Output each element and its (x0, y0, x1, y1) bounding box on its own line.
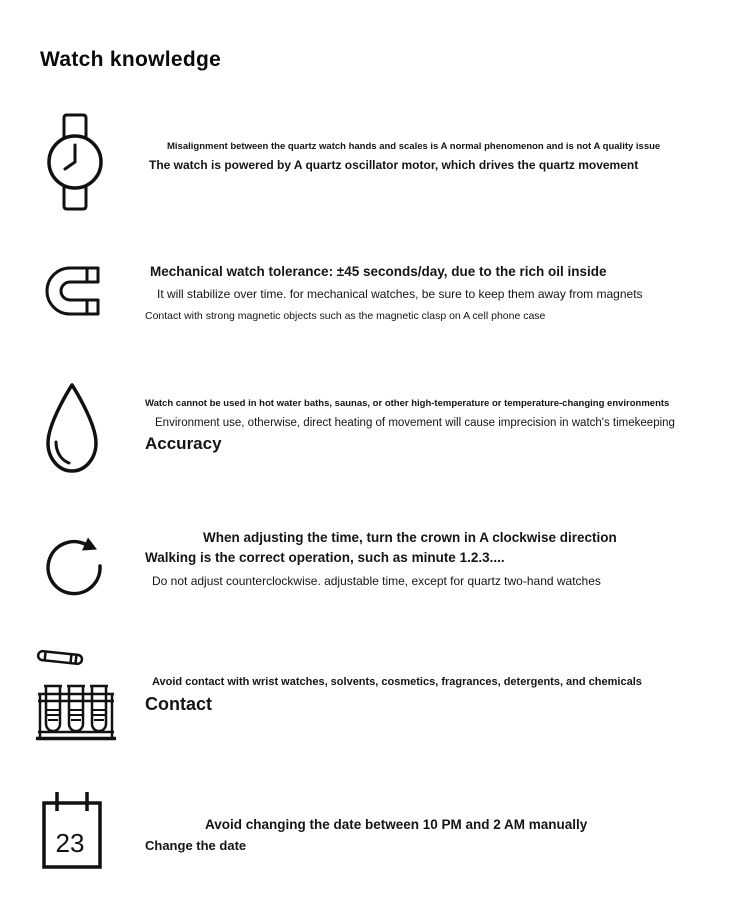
section-label: Contact (145, 694, 212, 714)
body-line: Environment use, otherwise, direct heating of movement will cause imprecision in watch's timekeeping (155, 417, 675, 429)
section-quartz-movement (0, 112, 750, 222)
magnet-icon (42, 262, 100, 320)
headline-line: Avoid changing the date between 10 PM and 2 AM manually (205, 817, 588, 832)
headline-line: Mechanical watch tolerance: ±45 seconds/day, due to the rich oil inside (150, 264, 607, 279)
section-text (145, 817, 587, 853)
chemicals-icon (36, 646, 116, 744)
section-adjusting-time (0, 522, 750, 612)
headline-line: Walking is the correct operation, such as minute 1.2.3.... (145, 550, 505, 565)
body-line: Do not adjust counterclockwise. adjustable time, except for quartz two-hand watches (152, 574, 601, 588)
section-label: Accuracy (145, 434, 222, 453)
caption-line: Misalignment between the quartz watch hands and scales is A normal phenomenon and is not A quality issue (167, 141, 661, 152)
section-contact (0, 646, 750, 746)
caption-line: Watch cannot be used in hot water baths, saunas, or other high-temperature or temperature-changing environments (145, 398, 670, 409)
caption-line: Contact with strong magnetic objects such as the magnetic clasp on A cell phone case (145, 310, 546, 322)
section-text (145, 398, 675, 454)
section-label: Change the date (145, 838, 247, 853)
body-line: It will stabilize over time. for mechanical watches, be sure to keep them away from magnets (157, 287, 643, 301)
section-accuracy (0, 380, 750, 480)
body-line: Avoid contact with wrist watches, solvents, cosmetics, fragrances, detergents, and chemicals (152, 676, 642, 688)
section-text (145, 676, 642, 715)
calendar-day-text: 23 (55, 828, 85, 858)
section-magnetism (0, 262, 750, 332)
section-text (145, 530, 617, 588)
page-title: Watch knowledge (40, 48, 222, 72)
calendar-icon (40, 788, 104, 872)
headline-line: When adjusting the time, turn the crown in A clockwise direction (203, 530, 617, 545)
section-text (145, 141, 660, 172)
section-text (145, 264, 643, 322)
body-line: The watch is powered by A quartz oscillator motor, which drives the quartz movement (149, 158, 639, 172)
wristwatch-icon (44, 112, 106, 212)
section-change-date (0, 788, 750, 878)
clockwise-arrow-icon (42, 524, 106, 600)
water-drop-icon (40, 380, 104, 478)
